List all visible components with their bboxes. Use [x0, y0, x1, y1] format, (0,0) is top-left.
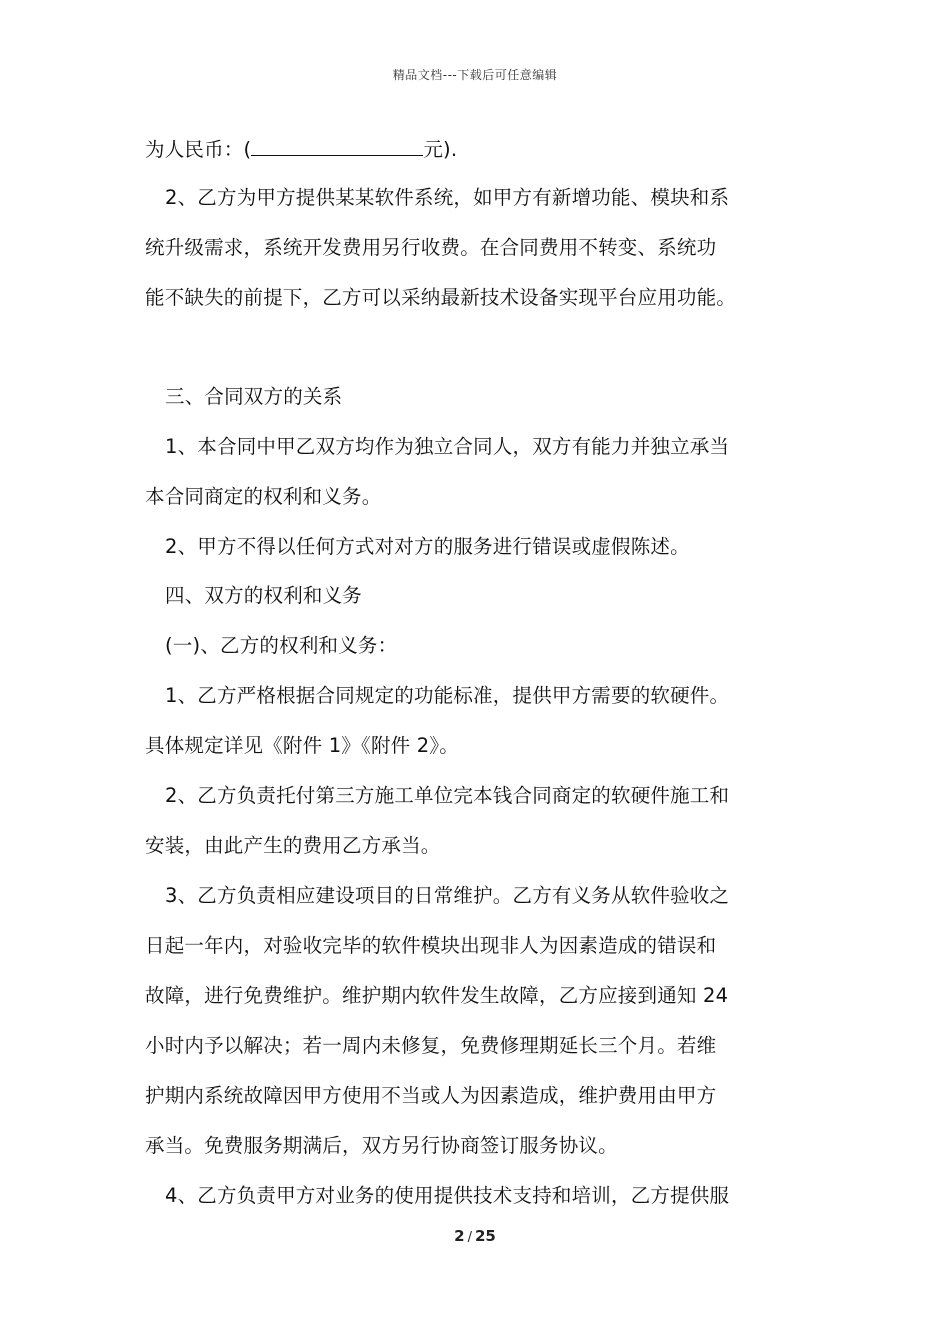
page-number: [0, 1227, 950, 1245]
current-page: 2: [454, 1227, 465, 1245]
paragraph-line: 护期内系统故障因甲方使用不当或人为因素造成，维护费用由甲方: [145, 1084, 717, 1107]
paragraph-line: 2、甲方不得以任何方式对对方的服务进行错误或虚假陈述。: [165, 535, 690, 558]
paragraph-line: 4、乙方负责甲方对业务的使用提供技术支持和培训，乙方提供服: [165, 1184, 730, 1207]
paragraph-line: 3、乙方负责相应建设项目的日常维护。乙方有义务从软件验收之: [165, 884, 730, 907]
section-heading: 四、双方的权利和义务: [165, 584, 363, 607]
amount-prefix: 为人民币：(: [145, 138, 252, 161]
paragraph-line: 2、乙方为甲方提供某某软件系统，如甲方有新增功能、模块和系: [165, 186, 730, 209]
paragraph-line: 能不缺失的前提下，乙方可以采纳最新技术设备实现平台应用功能。: [145, 286, 737, 309]
paragraph-line: 安装，由此产生的费用乙方承当。: [145, 834, 441, 857]
paragraph-line: [145, 135, 457, 163]
paragraph-line: 2、乙方负责托付第三方施工单位完本钱合同商定的软硬件施工和: [165, 784, 730, 807]
section-heading: 三、合同双方的关系: [165, 385, 343, 408]
amount-blank: [251, 135, 423, 156]
paragraph-line: 故障，进行免费维护。维护期内软件发生故障，乙方应接到通知 24: [145, 984, 729, 1007]
subsection-heading: (一)、乙方的权利和义务：: [165, 634, 398, 657]
paragraph-line: 日起一年内，对验收完毕的软件模块出现非人为因素造成的错误和: [145, 934, 717, 957]
paragraph-line: 统升级需求，系统开发费用另行收费。在合同费用不转变、系统功: [145, 236, 717, 259]
page-header: 精品文档---下载后可任意编辑: [392, 68, 558, 82]
paragraph-line: 本合同商定的权利和义务。: [145, 485, 382, 508]
paragraph-line: 具体规定详见《附件 1》《附件 2》。: [145, 734, 460, 757]
paragraph-line: 承当。免费服务期满后，双方另行协商签订服务协议。: [145, 1134, 618, 1157]
paragraph-line: 1、本合同中甲乙双方均作为独立合同人，双方有能力并独立承当: [165, 435, 730, 458]
total-pages: 25: [474, 1227, 496, 1245]
paragraph-line: 小时内予以解决；若一周内未修复，免费修理期延长三个月。若维: [145, 1034, 717, 1057]
page-separator: /: [467, 1230, 472, 1245]
amount-suffix: 元).: [423, 138, 458, 161]
paragraph-line: 1、乙方严格根据合同规定的功能标准，提供甲方需要的软硬件。: [165, 684, 730, 707]
